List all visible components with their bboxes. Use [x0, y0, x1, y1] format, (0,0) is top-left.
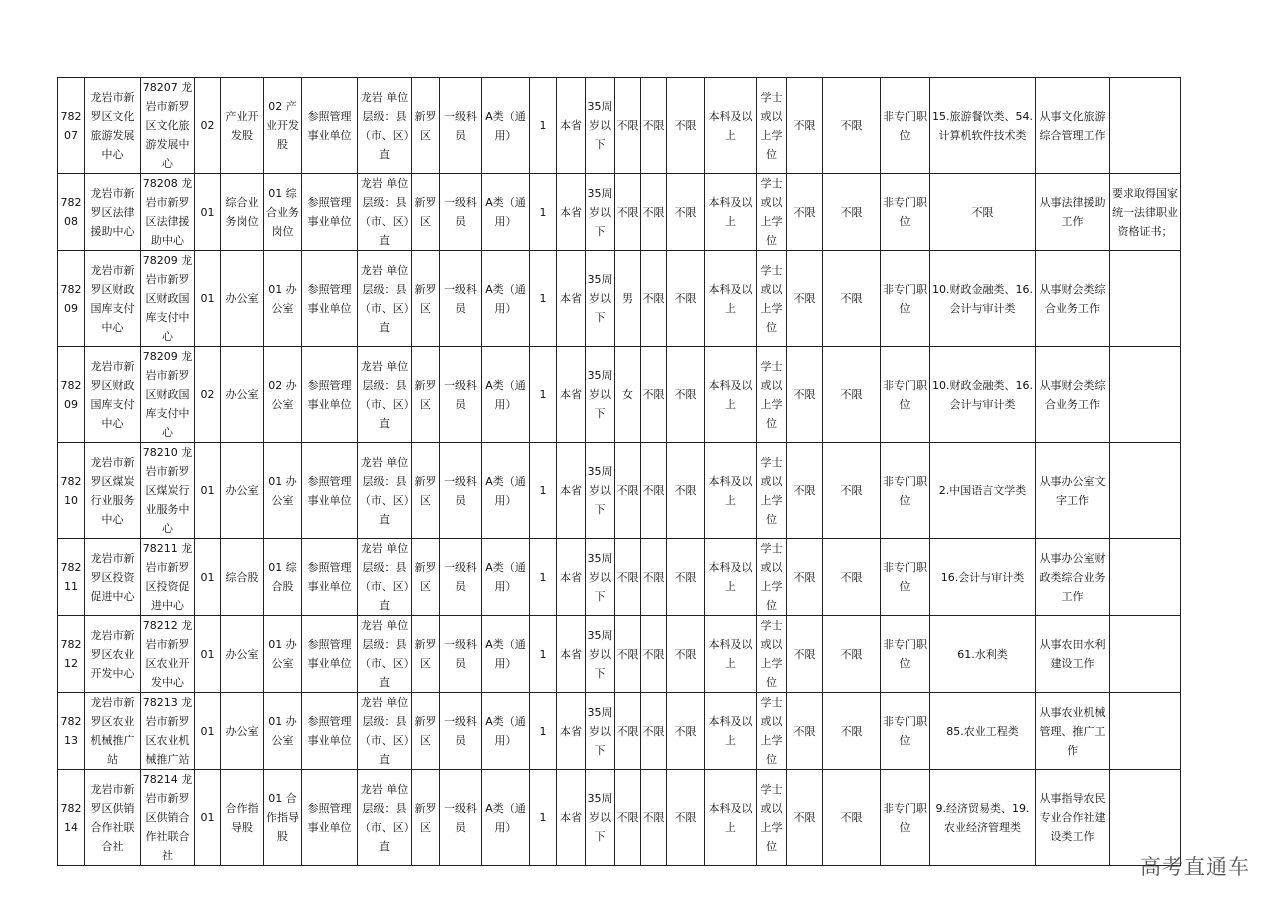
- cell-remarks: [1110, 693, 1181, 770]
- cell-department: 办公室: [221, 443, 264, 539]
- cell-work-experience: 不限: [787, 78, 823, 174]
- cell-employer-code-name: 78209 龙岩市新罗区财政国库支付中心: [141, 347, 195, 443]
- cell-position-level: 一级科员: [440, 539, 482, 616]
- cell-headcount: 1: [530, 347, 557, 443]
- cell-position-code: 78213: [58, 693, 85, 770]
- cell-household-scope: 本省: [557, 770, 586, 866]
- cell-other-limit: 不限: [823, 616, 881, 693]
- cell-region: 新罗区: [412, 347, 440, 443]
- cell-position-code: 78208: [58, 174, 85, 251]
- cell-position-type: 非专门职位: [881, 693, 930, 770]
- cell-region: 新罗区: [412, 251, 440, 347]
- cell-work-experience: 不限: [787, 174, 823, 251]
- cell-work-experience: 不限: [787, 347, 823, 443]
- cell-ethnicity: 不限: [641, 78, 667, 174]
- cell-employer-name: 龙岩市新罗区供销合作社联合社: [85, 770, 141, 866]
- cell-exam-category: A类（通用）: [482, 347, 530, 443]
- cell-work-experience: 不限: [787, 539, 823, 616]
- cell-department: 综合业务岗位: [221, 174, 264, 251]
- cell-remarks: [1110, 539, 1181, 616]
- cell-political-status: 不限: [667, 78, 705, 174]
- cell-position-name: 01 办公室: [264, 616, 302, 693]
- cell-household-scope: 本省: [557, 174, 586, 251]
- cell-department: 产业开发股: [221, 78, 264, 174]
- cell-household-scope: 本省: [557, 443, 586, 539]
- cell-age-limit: 35周岁以下: [586, 443, 615, 539]
- cell-gender: 不限: [615, 443, 641, 539]
- cell-other-limit: 不限: [823, 347, 881, 443]
- cell-age-limit: 35周岁以下: [586, 770, 615, 866]
- cell-ethnicity: 不限: [641, 174, 667, 251]
- table-row: [58, 693, 1181, 770]
- cell-job-duties: 从事办公室文字工作: [1036, 443, 1110, 539]
- cell-position-name: 01 办公室: [264, 251, 302, 347]
- cell-remarks: [1110, 616, 1181, 693]
- cell-gender: 不限: [615, 616, 641, 693]
- cell-position-seq: 01: [195, 616, 221, 693]
- cell-position-level: 一级科员: [440, 174, 482, 251]
- cell-department: 综合股: [221, 539, 264, 616]
- cell-position-level: 一级科员: [440, 251, 482, 347]
- cell-position-seq: 01: [195, 174, 221, 251]
- cell-employer-name: 龙岩市新罗区法律援助中心: [85, 174, 141, 251]
- cell-position-name: 02 办公室: [264, 347, 302, 443]
- cell-remarks: [1110, 347, 1181, 443]
- cell-unit-level: 龙岩 单位层级：县（市、区）直: [358, 539, 412, 616]
- cell-position-type: 非专门职位: [881, 616, 930, 693]
- cell-position-level: 一级科员: [440, 770, 482, 866]
- cell-remarks: [1110, 251, 1181, 347]
- table-row: [58, 251, 1181, 347]
- cell-department: 办公室: [221, 347, 264, 443]
- cell-age-limit: 35周岁以下: [586, 251, 615, 347]
- cell-position-name: 02 产业开发股: [264, 78, 302, 174]
- cell-position-name: 01 综合股: [264, 539, 302, 616]
- cell-ethnicity: 不限: [641, 770, 667, 866]
- cell-position-level: 一级科员: [440, 693, 482, 770]
- cell-age-limit: 35周岁以下: [586, 539, 615, 616]
- cell-position-seq: 01: [195, 770, 221, 866]
- cell-degree: 学士或以上学位: [757, 616, 787, 693]
- cell-exam-category: A类（通用）: [482, 443, 530, 539]
- cell-job-duties: 从事法律援助工作: [1036, 174, 1110, 251]
- cell-work-experience: 不限: [787, 693, 823, 770]
- cell-gender: 男: [615, 251, 641, 347]
- cell-position-type: 非专门职位: [881, 347, 930, 443]
- cell-gender: 女: [615, 347, 641, 443]
- cell-exam-category: A类（通用）: [482, 78, 530, 174]
- cell-household-scope: 本省: [557, 693, 586, 770]
- cell-employer-name: 龙岩市新罗区农业开发中心: [85, 616, 141, 693]
- cell-major: 10.财政金融类、16.会计与审计类: [930, 347, 1036, 443]
- cell-remarks: 要求取得国家统一法律职业资格证书；: [1110, 174, 1181, 251]
- cell-unit-level: 龙岩 单位层级：县（市、区）直: [358, 693, 412, 770]
- cell-position-name: 01 办公室: [264, 693, 302, 770]
- cell-employer-name: 龙岩市新罗区投资促进中心: [85, 539, 141, 616]
- cell-political-status: 不限: [667, 443, 705, 539]
- cell-employer-name: 龙岩市新罗区煤炭行业服务中心: [85, 443, 141, 539]
- cell-position-seq: 01: [195, 539, 221, 616]
- cell-position-level: 一级科员: [440, 78, 482, 174]
- cell-position-type: 非专门职位: [881, 770, 930, 866]
- cell-employer-name: 龙岩市新罗区文化旅游发展中心: [85, 78, 141, 174]
- cell-position-type: 非专门职位: [881, 443, 930, 539]
- cell-degree: 学士或以上学位: [757, 539, 787, 616]
- watermark: 高考直通车: [1140, 855, 1250, 879]
- cell-other-limit: 不限: [823, 770, 881, 866]
- cell-major: 10.财政金融类、16.会计与审计类: [930, 251, 1036, 347]
- cell-major: 16.会计与审计类: [930, 539, 1036, 616]
- cell-education: 本科及以上: [705, 539, 757, 616]
- cell-employer-code-name: 78213 龙岩市新罗区农业机械推广站: [141, 693, 195, 770]
- cell-remarks: [1110, 443, 1181, 539]
- cell-major: 61.水利类: [930, 616, 1036, 693]
- cell-job-duties: 从事财会类综合业务工作: [1036, 251, 1110, 347]
- cell-ethnicity: 不限: [641, 443, 667, 539]
- cell-degree: 学士或以上学位: [757, 770, 787, 866]
- cell-work-experience: 不限: [787, 443, 823, 539]
- cell-position-level: 一级科员: [440, 347, 482, 443]
- cell-position-code: 78214: [58, 770, 85, 866]
- cell-exam-category: A类（通用）: [482, 770, 530, 866]
- cell-employer-name: 龙岩市新罗区财政国库支付中心: [85, 251, 141, 347]
- cell-headcount: 1: [530, 78, 557, 174]
- cell-headcount: 1: [530, 443, 557, 539]
- cell-employer-name: 龙岩市新罗区农业机械推广站: [85, 693, 141, 770]
- cell-employer-code-name: 78211 龙岩市新罗区投资促进中心: [141, 539, 195, 616]
- cell-job-duties: 从事办公室财政类综合业务工作: [1036, 539, 1110, 616]
- cell-exam-category: A类（通用）: [482, 616, 530, 693]
- cell-job-duties: 从事指导农民专业合作社建设类工作: [1036, 770, 1110, 866]
- cell-other-limit: 不限: [823, 251, 881, 347]
- cell-job-duties: 从事农业机械管理、推广工作: [1036, 693, 1110, 770]
- recruitment-table: [57, 77, 1181, 866]
- cell-exam-category: A类（通用）: [482, 174, 530, 251]
- cell-region: 新罗区: [412, 78, 440, 174]
- cell-headcount: 1: [530, 251, 557, 347]
- table-row: [58, 174, 1181, 251]
- cell-region: 新罗区: [412, 616, 440, 693]
- cell-remarks: [1110, 78, 1181, 174]
- cell-political-status: 不限: [667, 770, 705, 866]
- cell-job-duties: 从事农田水利建设工作: [1036, 616, 1110, 693]
- cell-unit-level: 龙岩 单位层级：县（市、区）直: [358, 174, 412, 251]
- cell-unit-type: 参照管理事业单位: [302, 616, 358, 693]
- cell-department: 办公室: [221, 693, 264, 770]
- cell-major: 2.中国语言文学类: [930, 443, 1036, 539]
- cell-unit-type: 参照管理事业单位: [302, 251, 358, 347]
- cell-household-scope: 本省: [557, 539, 586, 616]
- cell-other-limit: 不限: [823, 693, 881, 770]
- cell-ethnicity: 不限: [641, 347, 667, 443]
- cell-gender: 不限: [615, 539, 641, 616]
- cell-region: 新罗区: [412, 174, 440, 251]
- recruitment-table-body: [58, 78, 1181, 866]
- cell-headcount: 1: [530, 539, 557, 616]
- cell-headcount: 1: [530, 174, 557, 251]
- cell-unit-type: 参照管理事业单位: [302, 174, 358, 251]
- cell-employer-name: 龙岩市新罗区财政国库支付中心: [85, 347, 141, 443]
- cell-position-seq: 01: [195, 443, 221, 539]
- cell-unit-type: 参照管理事业单位: [302, 78, 358, 174]
- cell-department: 办公室: [221, 251, 264, 347]
- cell-position-type: 非专门职位: [881, 174, 930, 251]
- cell-exam-category: A类（通用）: [482, 693, 530, 770]
- cell-ethnicity: 不限: [641, 251, 667, 347]
- cell-unit-level: 龙岩 单位层级：县（市、区）直: [358, 770, 412, 866]
- cell-unit-type: 参照管理事业单位: [302, 693, 358, 770]
- cell-education: 本科及以上: [705, 78, 757, 174]
- cell-household-scope: 本省: [557, 347, 586, 443]
- cell-major: 15.旅游餐饮类、54.计算机软件技术类: [930, 78, 1036, 174]
- cell-degree: 学士或以上学位: [757, 174, 787, 251]
- cell-gender: 不限: [615, 693, 641, 770]
- cell-major: 不限: [930, 174, 1036, 251]
- cell-education: 本科及以上: [705, 693, 757, 770]
- cell-degree: 学士或以上学位: [757, 347, 787, 443]
- cell-department: 办公室: [221, 616, 264, 693]
- cell-major: 85.农业工程类: [930, 693, 1036, 770]
- cell-household-scope: 本省: [557, 616, 586, 693]
- cell-gender: 不限: [615, 770, 641, 866]
- cell-ethnicity: 不限: [641, 539, 667, 616]
- cell-employer-code-name: 78210 龙岩市新罗区煤炭行业服务中心: [141, 443, 195, 539]
- cell-position-code: 78212: [58, 616, 85, 693]
- cell-unit-type: 参照管理事业单位: [302, 347, 358, 443]
- cell-position-seq: 02: [195, 78, 221, 174]
- cell-degree: 学士或以上学位: [757, 78, 787, 174]
- cell-position-code: 78207: [58, 78, 85, 174]
- cell-unit-level: 龙岩 单位层级：县（市、区）直: [358, 78, 412, 174]
- cell-exam-category: A类（通用）: [482, 539, 530, 616]
- cell-job-duties: 从事文化旅游综合管理工作: [1036, 78, 1110, 174]
- cell-unit-type: 参照管理事业单位: [302, 539, 358, 616]
- cell-position-name: 01 合作指导股: [264, 770, 302, 866]
- cell-political-status: 不限: [667, 616, 705, 693]
- cell-position-seq: 02: [195, 347, 221, 443]
- cell-degree: 学士或以上学位: [757, 693, 787, 770]
- cell-position-level: 一级科员: [440, 443, 482, 539]
- cell-other-limit: 不限: [823, 443, 881, 539]
- cell-unit-level: 龙岩 单位层级：县（市、区）直: [358, 347, 412, 443]
- cell-education: 本科及以上: [705, 443, 757, 539]
- cell-other-limit: 不限: [823, 78, 881, 174]
- cell-job-duties: 从事财会类综合业务工作: [1036, 347, 1110, 443]
- cell-position-type: 非专门职位: [881, 539, 930, 616]
- cell-position-code: 78211: [58, 539, 85, 616]
- cell-region: 新罗区: [412, 770, 440, 866]
- table-row: [58, 539, 1181, 616]
- cell-unit-type: 参照管理事业单位: [302, 770, 358, 866]
- cell-political-status: 不限: [667, 693, 705, 770]
- cell-age-limit: 35周岁以下: [586, 693, 615, 770]
- table-row: [58, 347, 1181, 443]
- cell-headcount: 1: [530, 616, 557, 693]
- cell-employer-code-name: 78214 龙岩市新罗区供销合作社联合社: [141, 770, 195, 866]
- cell-other-limit: 不限: [823, 174, 881, 251]
- cell-age-limit: 35周岁以下: [586, 174, 615, 251]
- cell-gender: 不限: [615, 174, 641, 251]
- cell-position-type: 非专门职位: [881, 251, 930, 347]
- cell-work-experience: 不限: [787, 251, 823, 347]
- cell-headcount: 1: [530, 770, 557, 866]
- table-row: [58, 443, 1181, 539]
- cell-position-code: 78210: [58, 443, 85, 539]
- cell-unit-type: 参照管理事业单位: [302, 443, 358, 539]
- table-row: [58, 78, 1181, 174]
- cell-unit-level: 龙岩 单位层级：县（市、区）直: [358, 616, 412, 693]
- cell-position-seq: 01: [195, 251, 221, 347]
- cell-position-code: 78209: [58, 347, 85, 443]
- cell-exam-category: A类（通用）: [482, 251, 530, 347]
- cell-position-level: 一级科员: [440, 616, 482, 693]
- cell-position-name: 01 综合业务岗位: [264, 174, 302, 251]
- cell-region: 新罗区: [412, 443, 440, 539]
- cell-employer-code-name: 78209 龙岩市新罗区财政国库支付中心: [141, 251, 195, 347]
- cell-work-experience: 不限: [787, 616, 823, 693]
- cell-political-status: 不限: [667, 174, 705, 251]
- cell-major: 9.经济贸易类、19.农业经济管理类: [930, 770, 1036, 866]
- cell-education: 本科及以上: [705, 616, 757, 693]
- cell-position-name: 01 办公室: [264, 443, 302, 539]
- cell-gender: 不限: [615, 78, 641, 174]
- cell-degree: 学士或以上学位: [757, 251, 787, 347]
- cell-age-limit: 35周岁以下: [586, 78, 615, 174]
- cell-region: 新罗区: [412, 693, 440, 770]
- cell-other-limit: 不限: [823, 539, 881, 616]
- cell-position-type: 非专门职位: [881, 78, 930, 174]
- cell-age-limit: 35周岁以下: [586, 616, 615, 693]
- cell-household-scope: 本省: [557, 78, 586, 174]
- cell-employer-code-name: 78207 龙岩市新罗区文化旅游发展中心: [141, 78, 195, 174]
- cell-employer-code-name: 78208 龙岩市新罗区法律援助中心: [141, 174, 195, 251]
- cell-political-status: 不限: [667, 347, 705, 443]
- cell-unit-level: 龙岩 单位层级：县（市、区）直: [358, 251, 412, 347]
- table-row: [58, 616, 1181, 693]
- cell-headcount: 1: [530, 693, 557, 770]
- cell-department: 合作指导股: [221, 770, 264, 866]
- cell-position-seq: 01: [195, 693, 221, 770]
- cell-education: 本科及以上: [705, 770, 757, 866]
- cell-region: 新罗区: [412, 539, 440, 616]
- cell-employer-code-name: 78212 龙岩市新罗区农业开发中心: [141, 616, 195, 693]
- cell-education: 本科及以上: [705, 174, 757, 251]
- cell-education: 本科及以上: [705, 251, 757, 347]
- cell-ethnicity: 不限: [641, 616, 667, 693]
- cell-political-status: 不限: [667, 539, 705, 616]
- table-row: [58, 770, 1181, 866]
- cell-degree: 学士或以上学位: [757, 443, 787, 539]
- cell-political-status: 不限: [667, 251, 705, 347]
- cell-position-code: 78209: [58, 251, 85, 347]
- cell-age-limit: 35周岁以下: [586, 347, 615, 443]
- cell-household-scope: 本省: [557, 251, 586, 347]
- cell-work-experience: 不限: [787, 770, 823, 866]
- cell-ethnicity: 不限: [641, 693, 667, 770]
- cell-unit-level: 龙岩 单位层级：县（市、区）直: [358, 443, 412, 539]
- cell-education: 本科及以上: [705, 347, 757, 443]
